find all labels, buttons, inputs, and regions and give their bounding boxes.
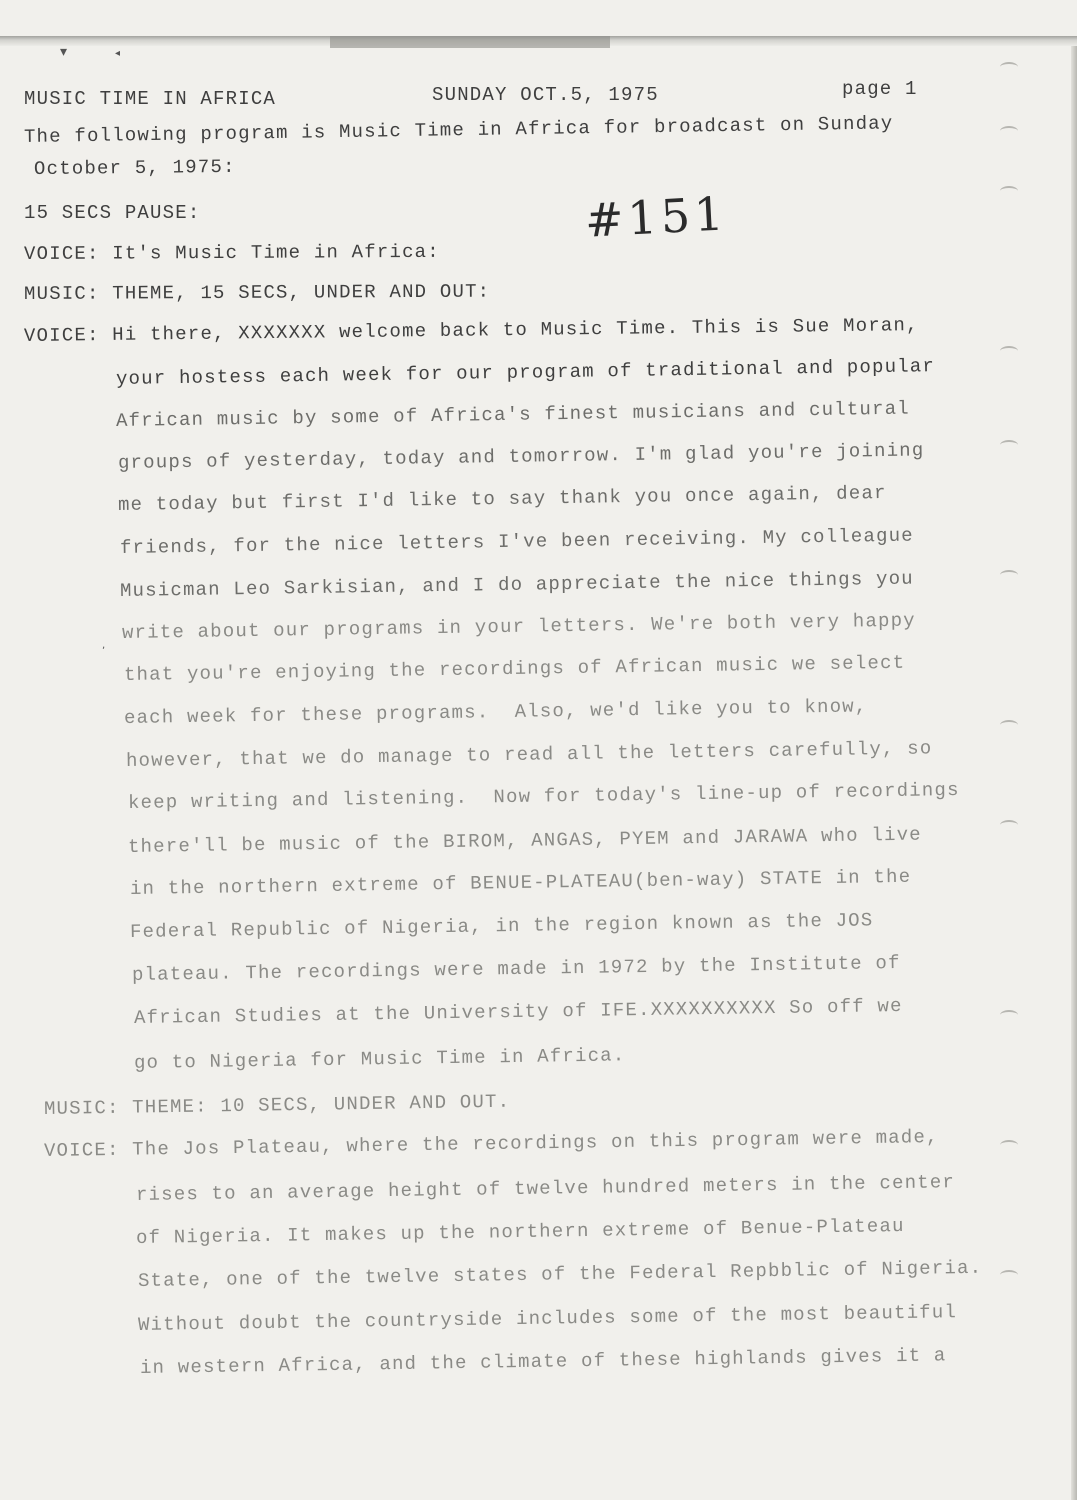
stray-mark: , — [102, 640, 106, 651]
header-program-title: MUSIC TIME IN AFRICA — [24, 88, 277, 110]
paper-top-edge-shadow — [330, 36, 610, 48]
script-line: your hostess each week for our program of traditional and popular — [115, 355, 936, 390]
script-line: there'll be music of the BIROM, ANGAS, PYEM and JARAWA who live — [127, 823, 922, 858]
script-line: of Nigeria. It makes up the northern extreme of Benue-Plateau — [135, 1214, 905, 1249]
perforation-mark — [1000, 1140, 1018, 1150]
script-cue: 15 SECS PAUSE: — [24, 202, 201, 224]
script-line: each week for these programs. Also, we'd like you to know, — [123, 695, 868, 729]
stray-mark: ▾ — [60, 44, 68, 60]
script-line: October 5, 1975: — [33, 155, 236, 180]
perforation-mark — [1000, 720, 1018, 730]
script-line: Without doubt the countryside includes some of the most beautiful — [137, 1301, 958, 1336]
perforation-mark — [1000, 820, 1018, 830]
script-line: African music by some of Africa's finest musicians and cultural — [115, 397, 910, 432]
script-line: write about our programs in your letters. We're both very happy — [121, 609, 916, 644]
perforation-mark — [1000, 1010, 1018, 1020]
perforation-mark — [1000, 570, 1018, 580]
perforation-mark — [1000, 440, 1018, 450]
perforation-mark — [1000, 346, 1018, 356]
stray-mark: ◂ — [115, 48, 121, 59]
script-line: friends, for the nice letters I've been receiving. My colleague — [119, 524, 914, 559]
script-line: African Studies at the University of IFE.XXXXXXXXXX So off we — [133, 994, 903, 1029]
script-line: groups of yesterday, today and tomorrow. I'm glad you're joining — [117, 439, 925, 474]
script-line: Federal Republic of Nigeria, in the region known as the JOS — [129, 909, 874, 943]
script-line: in the northern extreme of BENUE-PLATEAU(ben-way) STATE in the — [129, 865, 912, 900]
script-line: however, that we do manage to read all the letters carefully, so — [125, 737, 933, 772]
script-line: plateau. The recordings were made in 1972 by the Institute of — [131, 951, 901, 986]
script-line: me today but first I'd like to say thank you once again, dear — [117, 481, 887, 516]
script-line: that you're enjoying the recordings of African music we select — [123, 651, 906, 686]
header-date: SUNDAY OCT.5, 1975 — [432, 84, 659, 106]
script-line: Musicman Leo Sarkisian, and I do appreciate the nice things you — [119, 567, 914, 602]
perforation-mark — [1000, 186, 1018, 196]
script-cue: MUSIC: THEME, 15 SECS, UNDER AND OUT: — [23, 280, 491, 305]
paper-right-edge — [1071, 46, 1077, 1500]
script-cue: MUSIC: THEME: 10 SECS, UNDER AND OUT. — [43, 1090, 511, 1120]
perforation-mark — [1000, 1270, 1018, 1280]
script-line: rises to an average height of twelve hundred meters in the center — [135, 1171, 956, 1206]
script-cue: VOICE: It's Music Time in Africa: — [23, 240, 440, 265]
perforation-mark — [1000, 62, 1018, 72]
script-line: VOICE: The Jos Plateau, where the recordings on this program were made, — [43, 1125, 939, 1162]
script-line: keep writing and listening. Now for today's line-up of recordings — [127, 778, 960, 814]
script-line: The following program is Music Time in Africa for broadcast on Sunday — [23, 112, 894, 148]
script-line: State, one of the twelve states of the Federal Repbblic of Nigeria. — [137, 1256, 983, 1292]
script-line: VOICE: Hi there, XXXXXXX welcome back to Music Time. This is Sue Moran, — [23, 314, 919, 347]
script-line: in western Africa, and the climate of these highlands gives it a — [139, 1344, 947, 1379]
script-line: go to Nigeria for Music Time in Africa. — [133, 1044, 626, 1074]
perforation-mark — [1000, 126, 1018, 136]
header-page-number: page 1 — [842, 78, 918, 100]
handwritten-program-number: #151 — [583, 186, 729, 248]
